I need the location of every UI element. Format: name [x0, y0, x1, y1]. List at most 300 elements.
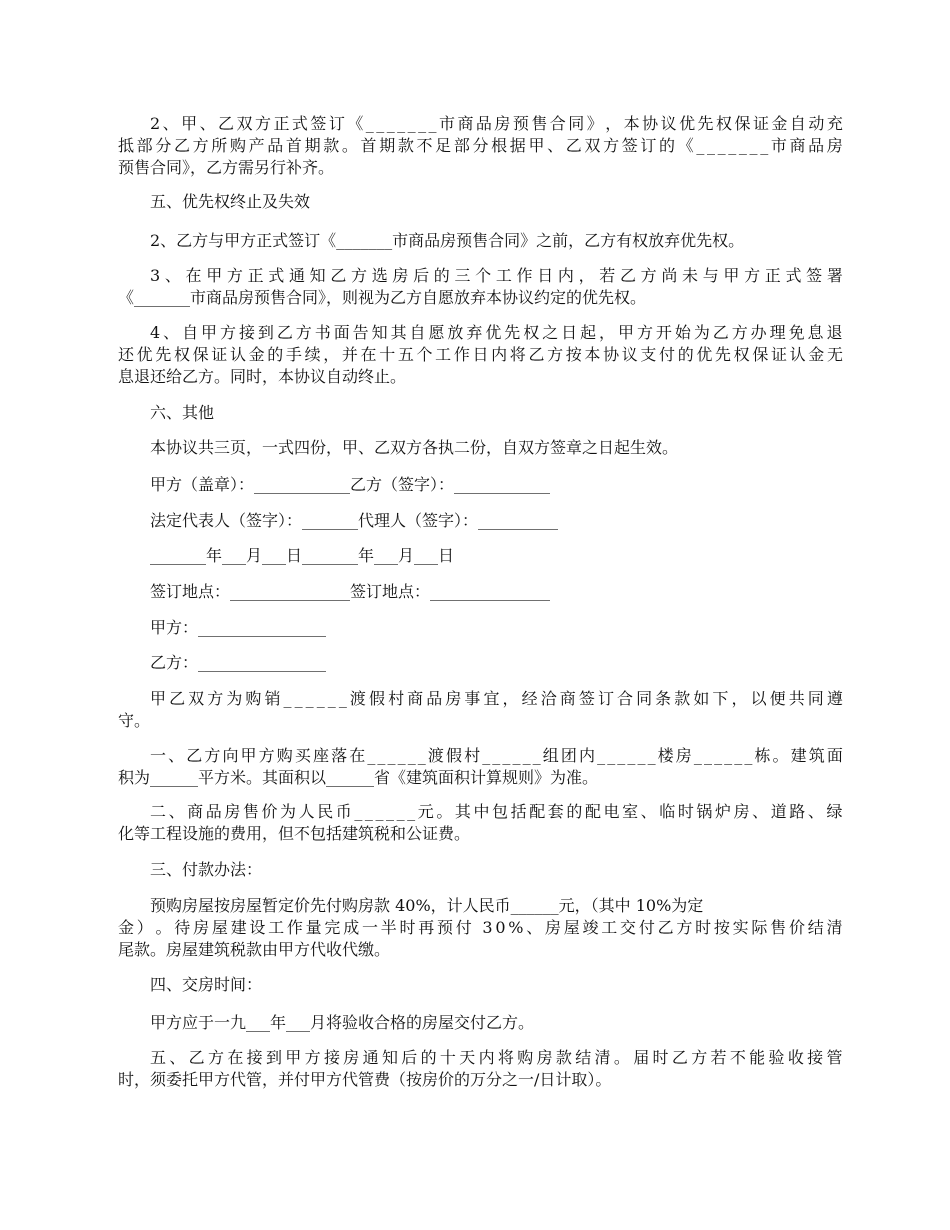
glyph: _ — [386, 114, 395, 133]
glyph: 式 — [268, 266, 285, 285]
glyph: 付 — [659, 345, 676, 364]
paragraph-payment-terms — [118, 895, 843, 961]
glyph: ， — [323, 345, 340, 364]
glyph: 时 — [652, 1048, 669, 1067]
glyph: 在 — [227, 1048, 244, 1067]
glyph: 元 — [417, 802, 434, 821]
glyph: 未 — [682, 266, 699, 285]
glyph: 建 — [790, 746, 807, 765]
glyph: _ — [738, 136, 747, 155]
text-line: 三、付款办法： — [150, 860, 263, 879]
glyph: _ — [717, 136, 726, 155]
glyph: 《 — [347, 114, 364, 133]
glyph: _ — [502, 746, 511, 765]
glyph: 本 — [623, 114, 640, 133]
glyph: 若 — [599, 266, 616, 285]
glyph: 房 — [536, 1048, 553, 1067]
glyph: 其 — [454, 802, 471, 821]
glyph: 优 — [696, 345, 713, 364]
glyph: 议 — [660, 114, 677, 133]
glyph: 工 — [601, 918, 618, 937]
glyph: _ — [407, 746, 416, 765]
glyph: 二 — [150, 802, 167, 821]
glyph: 不 — [416, 136, 433, 155]
glyph: 首 — [360, 136, 377, 155]
text-line: 积为______平方米。其面积以______省《建筑面积计算规则》为准。 — [118, 768, 599, 787]
glyph: 完 — [324, 918, 341, 937]
glyph: 房 — [733, 802, 750, 821]
glyph: 购 — [245, 689, 262, 708]
glyph: 乙 — [173, 136, 190, 155]
glyph: 不 — [729, 1048, 746, 1067]
section-heading-delivery — [118, 974, 843, 996]
glyph: 售 — [531, 114, 548, 133]
glyph: 的 — [420, 1048, 437, 1067]
glyph: 分 — [472, 136, 489, 155]
glyph: _ — [283, 689, 292, 708]
glyph: 认 — [229, 345, 246, 364]
glyph: 组 — [542, 746, 559, 765]
glyph: 共 — [788, 689, 805, 708]
text-line: 守。 — [118, 711, 151, 730]
text-line: 预购房屋按房屋暂定价先付购房款 40%，计人民币______元，（其中 10%为定 — [150, 896, 704, 915]
glyph: 屋 — [211, 918, 228, 937]
glyph: 知 — [371, 323, 388, 342]
glyph: 时 — [695, 918, 712, 937]
glyph: 订 — [597, 689, 614, 708]
glyph: 认 — [789, 345, 806, 364]
glyph: _ — [428, 114, 437, 133]
glyph: 分 — [155, 136, 172, 155]
glyph: 结 — [807, 918, 824, 937]
glyph: 先 — [504, 323, 521, 342]
glyph: _ — [407, 802, 416, 821]
glyph: 中 — [473, 802, 490, 821]
glyph: 方 — [351, 266, 368, 285]
glyph: 甲 — [285, 1048, 302, 1067]
glyph: 预 — [512, 114, 529, 133]
text-line: 甲方（盖章）：____________乙方（签字）：____________ — [150, 475, 551, 494]
glyph: 配 — [584, 802, 601, 821]
glyph: 退 — [826, 323, 843, 342]
glyph: 还 — [118, 345, 135, 364]
glyph: 下 — [712, 689, 729, 708]
glyph: 、 — [169, 1048, 186, 1067]
glyph: 同 — [807, 689, 824, 708]
glyph: 购 — [229, 136, 246, 155]
glyph: 楼 — [657, 746, 674, 765]
glyph: 证 — [211, 345, 228, 364]
paragraph-clause-1-purchase — [118, 745, 843, 789]
glyph: 优 — [136, 345, 153, 364]
glyph: _ — [418, 114, 427, 133]
glyph: 方 — [219, 323, 236, 342]
glyph: 充 — [826, 114, 843, 133]
glyph: 的 — [659, 136, 676, 155]
glyph: 乙 — [671, 1048, 688, 1067]
glyph: 三 — [454, 266, 471, 285]
glyph: 。 — [772, 746, 789, 765]
glyph: 量 — [305, 918, 322, 937]
glyph: 为 — [226, 689, 243, 708]
glyph: 金 — [771, 114, 788, 133]
glyph: 始 — [674, 323, 691, 342]
glyph: 品 — [808, 136, 825, 155]
glyph: 甲 — [206, 266, 223, 285]
text-line: 六、其他 — [150, 403, 215, 422]
glyph: 、 — [526, 918, 543, 937]
glyph: _ — [386, 802, 395, 821]
glyph: 渡 — [349, 689, 366, 708]
glyph: 4 — [150, 323, 161, 342]
glyph: 首 — [285, 136, 302, 155]
glyph: 同 — [636, 689, 653, 708]
glyph: 将 — [497, 1048, 514, 1067]
glyph: _ — [706, 136, 715, 155]
text-line — [118, 1047, 843, 1069]
glyph: 协 — [603, 345, 620, 364]
glyph: 的 — [566, 802, 583, 821]
text-line — [118, 265, 843, 287]
glyph: 到 — [265, 1048, 282, 1067]
glyph: _ — [532, 746, 541, 765]
glyph: 购 — [276, 746, 293, 765]
text-line: 预售合同》，乙方需另行补齐。 — [118, 158, 335, 177]
glyph: 方 — [295, 323, 312, 342]
glyph: 一 — [150, 746, 167, 765]
text-line: 息退还给乙方。同时，本协议自动终止。 — [118, 367, 407, 386]
glyph: 价 — [261, 802, 278, 821]
text-line — [118, 344, 843, 366]
glyph: 抵 — [118, 136, 135, 155]
glyph: 便 — [769, 689, 786, 708]
glyph: 商 — [559, 689, 576, 708]
glyph: _ — [492, 746, 501, 765]
glyph: 动 — [808, 114, 825, 133]
glyph: 买 — [294, 746, 311, 765]
glyph: 、 — [807, 802, 824, 821]
glyph: 方 — [207, 689, 224, 708]
glyph: 并 — [341, 345, 358, 364]
glyph: ， — [731, 689, 748, 708]
glyph: 2 — [150, 114, 161, 133]
glyph: 式 — [291, 114, 308, 133]
glyph: 内 — [478, 1048, 495, 1067]
glyph: _ — [744, 746, 753, 765]
glyph: 乙 — [619, 266, 636, 285]
glyph: 工 — [268, 918, 285, 937]
glyph: _ — [647, 746, 656, 765]
glyph: 双 — [584, 136, 601, 155]
glyph: 日 — [472, 345, 489, 364]
glyph: 内 — [557, 266, 574, 285]
glyph: 合 — [617, 689, 634, 708]
glyph: 一 — [361, 918, 378, 937]
glyph: 签 — [621, 136, 638, 155]
glyph: 、 — [168, 746, 185, 765]
glyph: 商 — [789, 136, 806, 155]
glyph: 手 — [285, 345, 302, 364]
glyph: 清 — [826, 918, 843, 937]
glyph: 款 — [555, 1048, 572, 1067]
glyph: 筑 — [808, 746, 825, 765]
glyph: 保 — [734, 114, 751, 133]
glyph: 方 — [744, 266, 761, 285]
glyph: 保 — [192, 345, 209, 364]
glyph: 向 — [222, 746, 239, 765]
glyph: 房 — [343, 1048, 360, 1067]
glyph: 面 — [826, 746, 843, 765]
glyph: 在 — [185, 266, 202, 285]
glyph: ） — [136, 918, 153, 937]
glyph: 起 — [580, 323, 597, 342]
glyph: 通 — [362, 1048, 379, 1067]
glyph: 。 — [436, 802, 453, 821]
glyph: 签 — [806, 266, 823, 285]
glyph: ， — [599, 323, 616, 342]
signature-dates — [118, 545, 843, 567]
glyph: 五 — [397, 345, 414, 364]
glyph: 甲 — [723, 266, 740, 285]
glyph: 道 — [770, 802, 787, 821]
glyph: 、 — [640, 802, 657, 821]
paragraph-delivery-date — [118, 1012, 843, 1034]
glyph: 息 — [807, 323, 824, 342]
glyph: 宜 — [483, 689, 500, 708]
glyph: 知 — [381, 1048, 398, 1067]
glyph: 房 — [224, 802, 241, 821]
glyph: 五 — [150, 1048, 167, 1067]
glyph: 销 — [264, 689, 281, 708]
glyph: 优 — [485, 323, 502, 342]
glyph: 锅 — [696, 802, 713, 821]
glyph: 付 — [638, 918, 655, 937]
glyph: 乙 — [188, 1048, 205, 1067]
glyph: 房 — [392, 266, 409, 285]
glyph: 待 — [174, 918, 191, 937]
glyph: 甲 — [181, 114, 198, 133]
glyph: 乙 — [330, 266, 347, 285]
glyph: 弃 — [466, 323, 483, 342]
glyph: _ — [597, 746, 606, 765]
glyph: 双 — [236, 114, 253, 133]
glyph: 日 — [537, 266, 554, 285]
glyph: 乙 — [528, 345, 545, 364]
glyph: 0 — [495, 918, 506, 937]
glyph: 时 — [677, 802, 694, 821]
glyph: 通 — [288, 266, 305, 285]
paragraph-three-workdays — [118, 265, 843, 309]
glyph: _ — [407, 114, 416, 133]
glyph: 权 — [523, 323, 540, 342]
glyph: _ — [364, 802, 373, 821]
glyph: 的 — [267, 345, 284, 364]
glyph: 房 — [193, 918, 210, 937]
glyph: _ — [294, 689, 303, 708]
glyph: 部 — [136, 136, 153, 155]
glyph: 售 — [242, 802, 259, 821]
glyph: 成 — [343, 918, 360, 937]
text-line — [118, 113, 843, 135]
text-line: 乙方：________________ — [150, 653, 327, 672]
paragraph-preamble — [118, 688, 843, 732]
glyph: 实 — [732, 918, 749, 937]
glyph: 到 — [257, 323, 274, 342]
glyph: 包 — [492, 802, 509, 821]
glyph: 之 — [542, 323, 559, 342]
glyph: 村 — [464, 746, 481, 765]
glyph: 甲 — [618, 323, 635, 342]
party-b-line — [118, 652, 843, 674]
glyph: 、 — [752, 802, 769, 821]
glyph: 遵 — [826, 689, 843, 708]
glyph: 日 — [561, 323, 578, 342]
glyph: 甲 — [528, 136, 545, 155]
glyph: 天 — [459, 1048, 476, 1067]
glyph: 室 — [622, 802, 639, 821]
glyph: 、 — [163, 323, 180, 342]
glyph: _ — [728, 136, 737, 155]
glyph: 作 — [516, 266, 533, 285]
paragraph-clause-5-settlement — [118, 1047, 843, 1091]
glyph: _ — [305, 689, 314, 708]
glyph: _ — [482, 746, 491, 765]
glyph: 币 — [335, 802, 352, 821]
glyph: % — [508, 918, 524, 937]
glyph: 绿 — [826, 802, 843, 821]
glyph: 合 — [549, 114, 566, 133]
glyph: 内 — [578, 746, 595, 765]
glyph: ， — [578, 266, 595, 285]
text-line — [118, 801, 843, 823]
glyph: 炉 — [714, 802, 731, 821]
glyph: _ — [417, 746, 426, 765]
text-line: 五、优先权终止及失效 — [150, 192, 311, 211]
glyph: 清 — [594, 1048, 611, 1067]
glyph: _ — [338, 689, 347, 708]
glyph: 方 — [254, 114, 271, 133]
glyph: 若 — [710, 1048, 727, 1067]
glyph: 、 — [164, 266, 181, 285]
glyph: 乙 — [712, 323, 729, 342]
glyph: 半 — [380, 918, 397, 937]
glyph: 愿 — [428, 323, 445, 342]
glyph: 签 — [578, 689, 595, 708]
paragraph-refund-deposit — [118, 322, 843, 388]
glyph: _ — [327, 689, 336, 708]
glyph: 产 — [248, 136, 265, 155]
glyph: 方 — [640, 266, 657, 285]
glyph: _ — [637, 746, 646, 765]
glyph: 自 — [409, 323, 426, 342]
glyph: 以 — [750, 689, 767, 708]
glyph: 工 — [435, 345, 452, 364]
glyph: 价 — [788, 918, 805, 937]
glyph: 村 — [388, 689, 405, 708]
glyph: 作 — [453, 345, 470, 364]
glyph: 方 — [226, 266, 243, 285]
glyph: 套 — [547, 802, 564, 821]
glyph: 际 — [751, 918, 768, 937]
glyph: 个 — [416, 345, 433, 364]
glyph: 经 — [521, 689, 538, 708]
glyph: 在 — [360, 345, 377, 364]
glyph: 临 — [659, 802, 676, 821]
glyph: _ — [617, 746, 626, 765]
glyph: 条 — [655, 689, 672, 708]
glyph: 配 — [529, 802, 546, 821]
glyph: 时 — [399, 918, 416, 937]
glyph: _ — [696, 136, 705, 155]
glyph: _ — [396, 802, 405, 821]
glyph: ， — [502, 689, 519, 708]
glyph: 》 — [586, 114, 603, 133]
glyph: 甲 — [240, 746, 257, 765]
glyph: 房 — [826, 136, 843, 155]
text-line — [118, 745, 843, 767]
glyph: 双 — [188, 689, 205, 708]
glyph: _ — [397, 746, 406, 765]
glyph: 权 — [733, 345, 750, 364]
glyph: 款 — [674, 689, 691, 708]
glyph: 3 — [150, 266, 161, 285]
glyph: 路 — [789, 802, 806, 821]
text-line — [118, 135, 843, 157]
glyph: 管 — [826, 1048, 843, 1067]
glyph: _ — [749, 136, 758, 155]
glyph: _ — [724, 746, 733, 765]
glyph: 方 — [676, 918, 693, 937]
glyph: 假 — [445, 746, 462, 765]
glyph: 先 — [155, 345, 172, 364]
glyph: 十 — [379, 345, 396, 364]
glyph: 乙 — [169, 689, 186, 708]
glyph: 如 — [693, 689, 710, 708]
glyph: _ — [316, 689, 325, 708]
paragraph-clause-2-sign-contract — [118, 113, 843, 179]
glyph: 市 — [770, 136, 787, 155]
glyph: 商 — [187, 802, 204, 821]
glyph: 正 — [764, 266, 781, 285]
glyph: 品 — [267, 136, 284, 155]
glyph: 届 — [633, 1048, 650, 1067]
glyph: _ — [714, 746, 723, 765]
glyph: 方 — [304, 1048, 321, 1067]
glyph: 知 — [309, 266, 326, 285]
glyph: 、 — [547, 136, 564, 155]
glyph: 栋 — [754, 746, 771, 765]
glyph: 期 — [379, 136, 396, 155]
glyph: 权 — [716, 114, 733, 133]
glyph: 事 — [464, 689, 481, 708]
glyph: _ — [760, 136, 769, 155]
glyph: 洽 — [540, 689, 557, 708]
glyph: 。 — [155, 918, 172, 937]
glyph: 房 — [445, 689, 462, 708]
glyph: 内 — [491, 345, 508, 364]
glyph: 乙 — [276, 323, 293, 342]
glyph: 续 — [304, 345, 321, 364]
glyph: 民 — [317, 802, 334, 821]
glyph: 选 — [371, 266, 388, 285]
glyph: 房 — [675, 746, 692, 765]
text-line — [118, 688, 843, 710]
glyph: 十 — [439, 1048, 456, 1067]
glyph: 品 — [475, 114, 492, 133]
paragraph-waive-priority — [118, 230, 843, 252]
glyph: 、 — [162, 114, 179, 133]
glyph: 乙 — [186, 746, 203, 765]
